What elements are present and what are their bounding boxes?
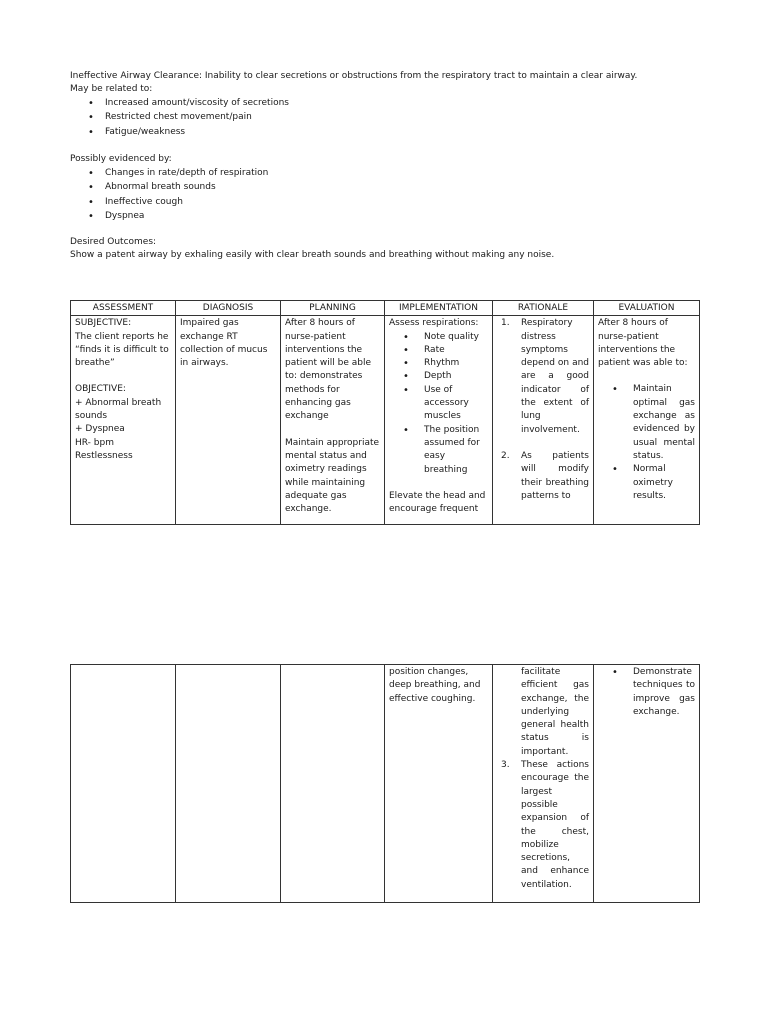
list-item: • Rate [403,344,488,357]
rationale-text: These actions encourage the largest possible expansion of the chest, mobilize secretions, and enhance ventilation. [521,760,589,890]
related-heading: May be related to: [70,84,153,95]
diagnosis-cell [176,665,281,903]
rationale-cell [493,665,594,903]
implementation-cell [385,316,493,525]
rationale-text: facilitate efficient gas exchange, the underlying general health status is important. [521,667,589,757]
list-item [501,317,589,437]
assessment-cell [71,316,176,525]
list-item: • The position assumed for easy breathing [403,424,488,477]
list-item: • Depth [403,370,488,383]
rationale-number: 2. [501,450,510,461]
list-item: • Use of accessory muscles [403,384,488,424]
objective-item: Restlessness [75,450,133,461]
rationale-cell [493,316,594,525]
outcomes-heading: Desired Outcomes: [70,237,157,248]
outcomes-text: Show a patent airway by exhaling easily with clear breath sounds and breathing without making any noise. [70,250,555,261]
list-item: • Increased amount/viscosity of secretions [88,97,710,110]
list-item: • Abnormal breath sounds [88,181,710,194]
rationale-text: As patients will modify their breathing patterns to [521,450,589,501]
implementation-text: Elevate the head and encourage frequent [389,490,486,515]
list-item [501,759,589,892]
related-factors-list [70,97,710,139]
objective-label: OBJECTIVE: [75,384,126,395]
planning-cell [281,316,385,525]
column-header-diagnosis: DIAGNOSIS [176,301,281,316]
planning-goal-2: Maintain appropriate mental status and oximetry readings while maintaining adequate gas exchange. [285,437,380,515]
planning-cell [281,665,385,903]
subjective-text: The client reports he “finds it is difficult to breathe” [75,331,169,369]
evaluation-list [598,666,695,719]
column-header-rationale: RATIONALE [493,301,594,316]
evidenced-heading: Possibly evidenced by: [70,154,172,165]
list-item: • Rhythm [403,357,488,370]
objective-item: + Dyspnea [75,424,125,435]
table-row [71,665,700,903]
list-item: • Note quality [403,331,488,344]
rationale-number: 3. [501,760,510,771]
list-item: • Ineffective cough [88,196,710,209]
assessment-cell [71,665,176,903]
implementation-text: position changes, deep breathing, and effective coughing. [389,667,481,704]
objective-item: + Abnormal breath sounds [75,397,162,422]
rationale-text: Respiratory distress symptoms depend on and are a good indicator of the extent of lung involvement. [521,318,589,435]
rationale-number: 1. [501,318,510,329]
rationale-list [497,317,589,503]
implementation-cell [385,665,493,903]
planning-goal-1: After 8 hours of nurse-patient interventions the patient will be able to: demonstrates methods for enhancing gas exchange [285,318,371,422]
table-row [71,316,700,525]
rationale-list [497,759,589,892]
diagnosis-title: Ineffective Airway Clearance: Inability to clear secretions or obstructions from the respiratory tract to maintain a clear airway. [70,71,638,81]
care-plan-table [70,300,700,525]
list-item: • Normal oximetry results. [612,463,695,503]
list-item: • Maintain optimal gas exchange as evidenced by usual mental status. [612,383,695,463]
list-item: • Fatigue/weakness [88,126,710,139]
list-item: • Changes in rate/depth of respiration [88,167,710,180]
evaluation-cell [594,316,700,525]
list-item: • Demonstrate techniques to improve gas exchange. [612,666,695,719]
document-intro [70,70,710,263]
evaluation-cell [594,665,700,903]
column-header-planning: PLANNING [281,301,385,316]
column-header-implementation: IMPLEMENTATION [385,301,493,316]
care-plan-table-continued [70,664,700,903]
list-item: • Restricted chest movement/pain [88,111,710,124]
table-header-row [71,301,700,316]
evidence-list [70,167,710,224]
diagnosis-text: Impaired gas exchange RT collection of mucus in airways. [180,318,268,369]
diagnosis-cell [176,316,281,525]
subjective-label: SUBJECTIVE: [75,318,132,329]
column-header-evaluation: EVALUATION [594,301,700,316]
objective-item: HR- bpm [75,437,114,448]
column-header-assessment: ASSESSMENT [71,301,176,316]
assessment-steps-list [389,331,488,477]
list-item [501,450,589,503]
evaluation-intro: After 8 hours of nurse-patient interventions the patient was able to: [598,318,688,369]
list-item: • Dyspnea [88,210,710,223]
evaluation-list [598,383,695,503]
implementation-heading: Assess respirations: [389,318,479,329]
